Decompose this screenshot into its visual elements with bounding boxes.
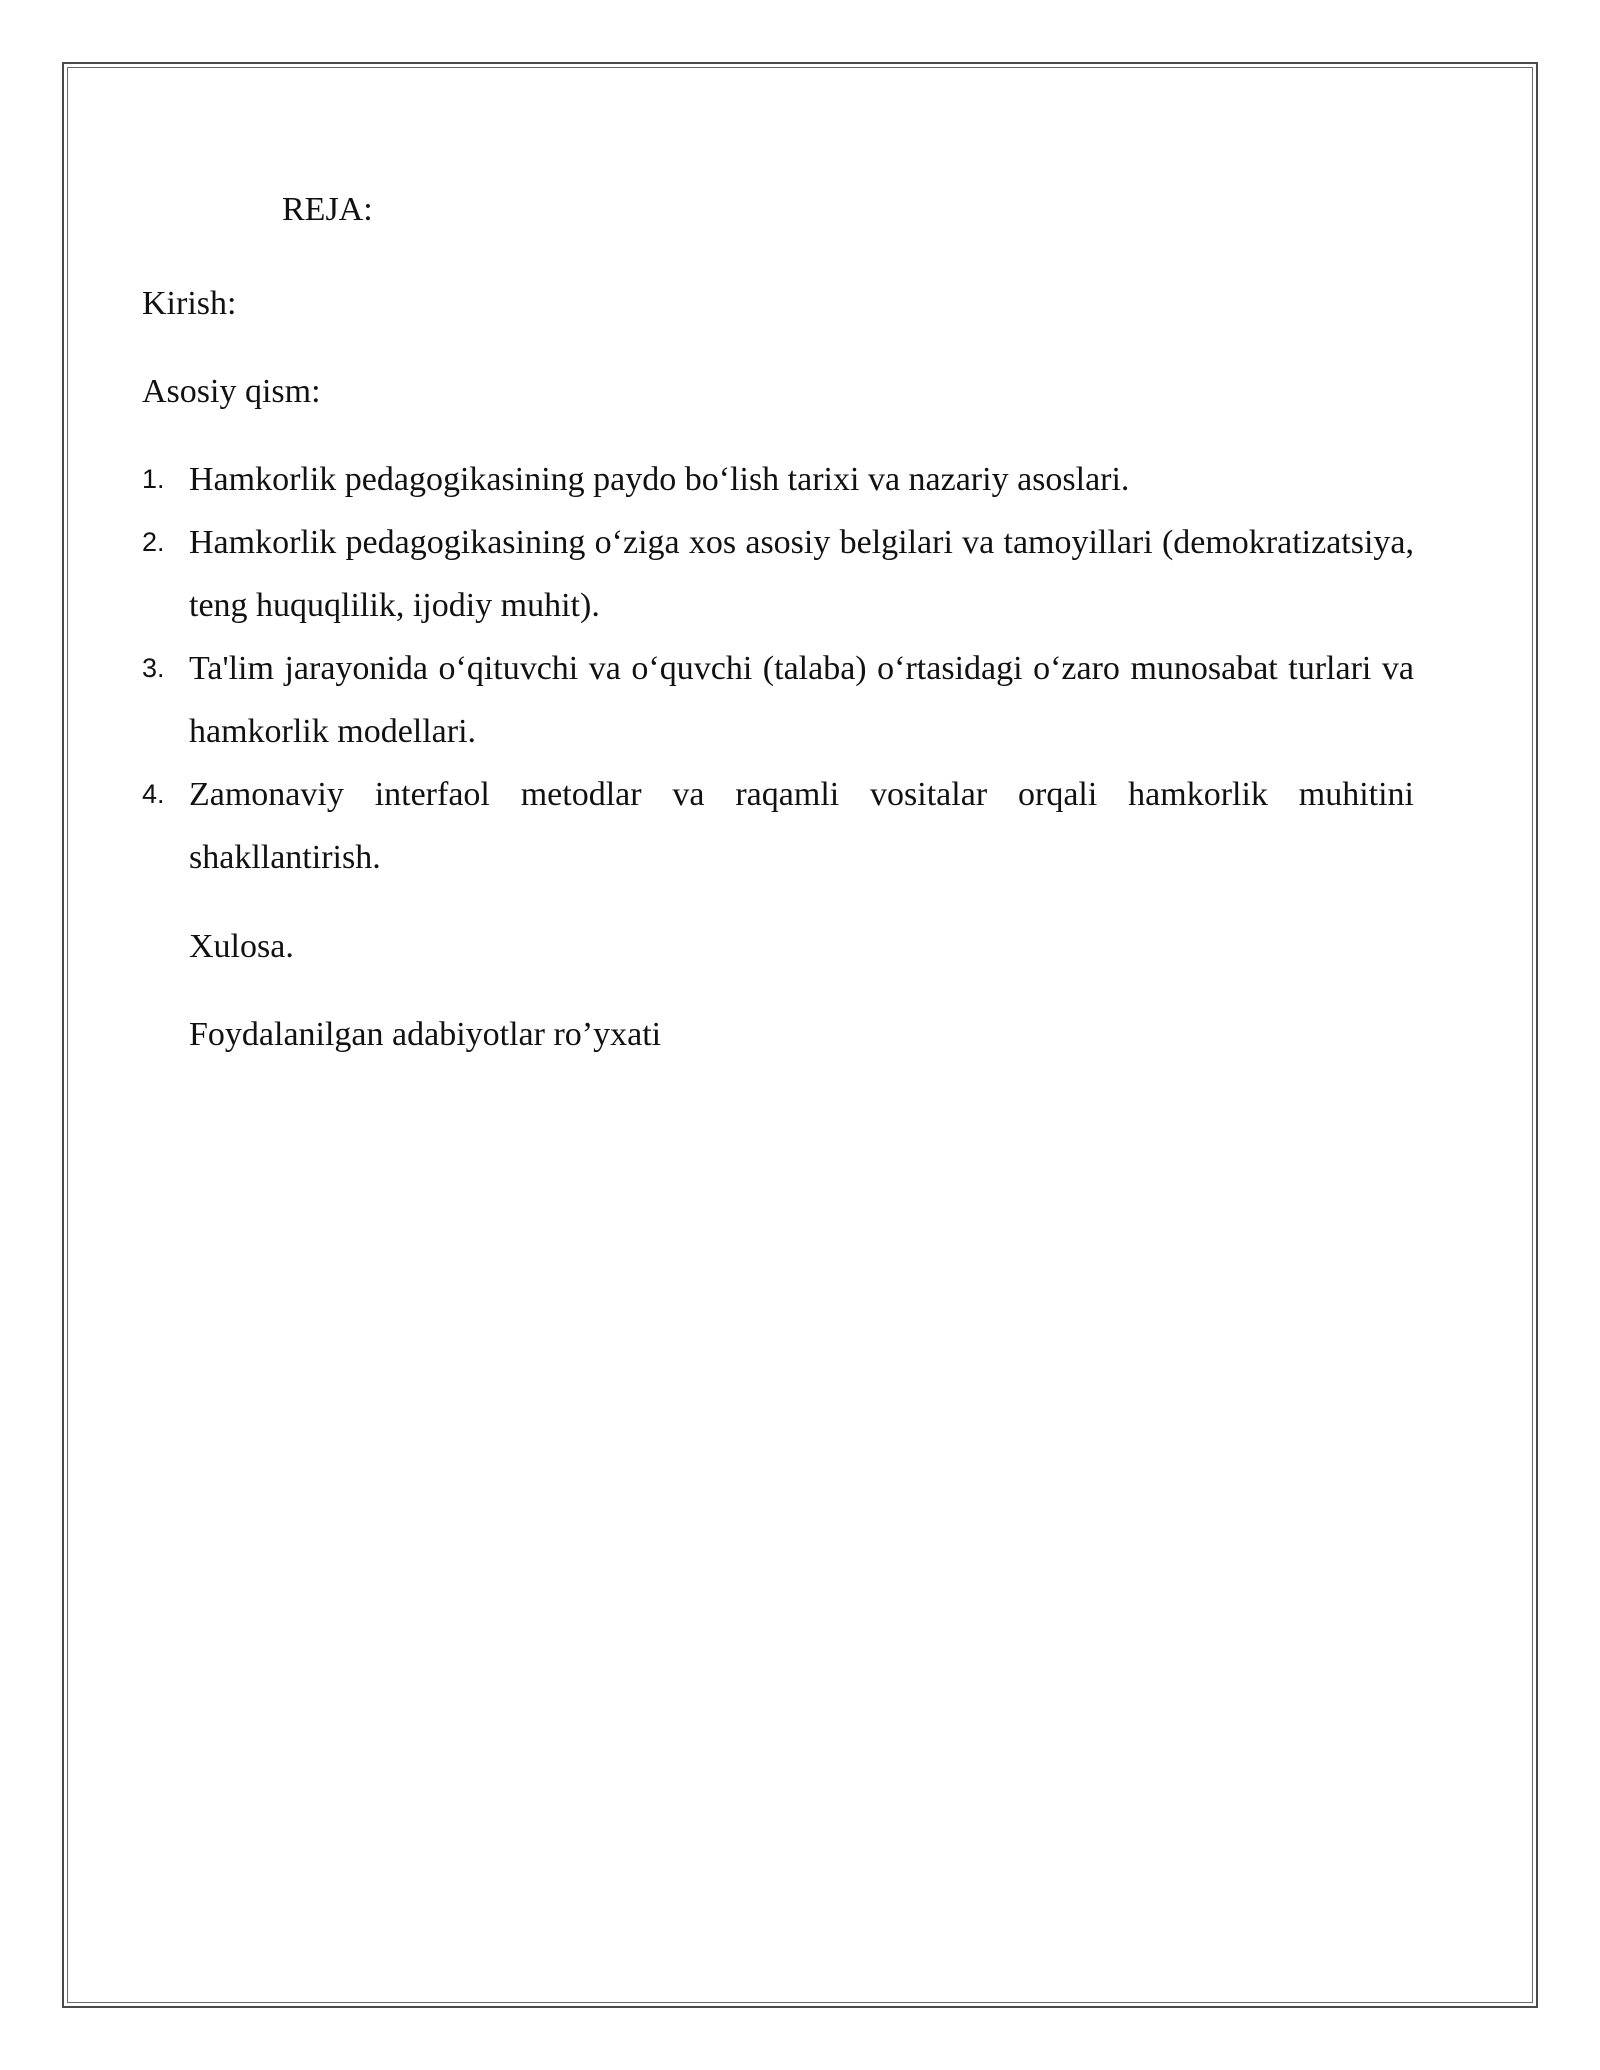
list-item-number: 4. [142, 779, 165, 809]
list-item [142, 511, 1414, 637]
main-part-heading: Asosiy qism: [142, 373, 321, 410]
list-item-number: 1. [142, 464, 165, 494]
list-item-number: 3. [142, 653, 165, 683]
references-heading: Foydalanilgan adabiyotlar ro’yxati [189, 1016, 662, 1053]
list-item-text: Hamkorlik pedagogikasining paydo bo‘lish tarixi va nazariy asoslari. [189, 461, 1130, 498]
plan-title: REJA: [282, 191, 373, 228]
conclusion-heading: Xulosa. [189, 928, 294, 965]
list-item-text: Zamonaviy interfaol metodlar va raqamli vositalar orqali hamkorlik muhitini shakllantirish. [189, 776, 1414, 876]
list-item [142, 637, 1414, 763]
list-item [142, 448, 1414, 511]
list-item-text: Ta'lim jarayonida o‘qituvchi va o‘quvchi (talaba) o‘rtasidagi o‘zaro munosabat turlari va hamkorlik modellari. [189, 650, 1414, 750]
list-item-number: 2. [142, 527, 165, 557]
intro-heading: Kirish: [142, 285, 237, 322]
plan-list [142, 448, 1414, 889]
list-item [142, 763, 1414, 889]
list-item-text: Hamkorlik pedagogikasining o‘ziga xos asosiy belgilari va tamoyillari (demokratizatsiya, teng huquqlilik, ijodiy muhit). [189, 524, 1414, 624]
